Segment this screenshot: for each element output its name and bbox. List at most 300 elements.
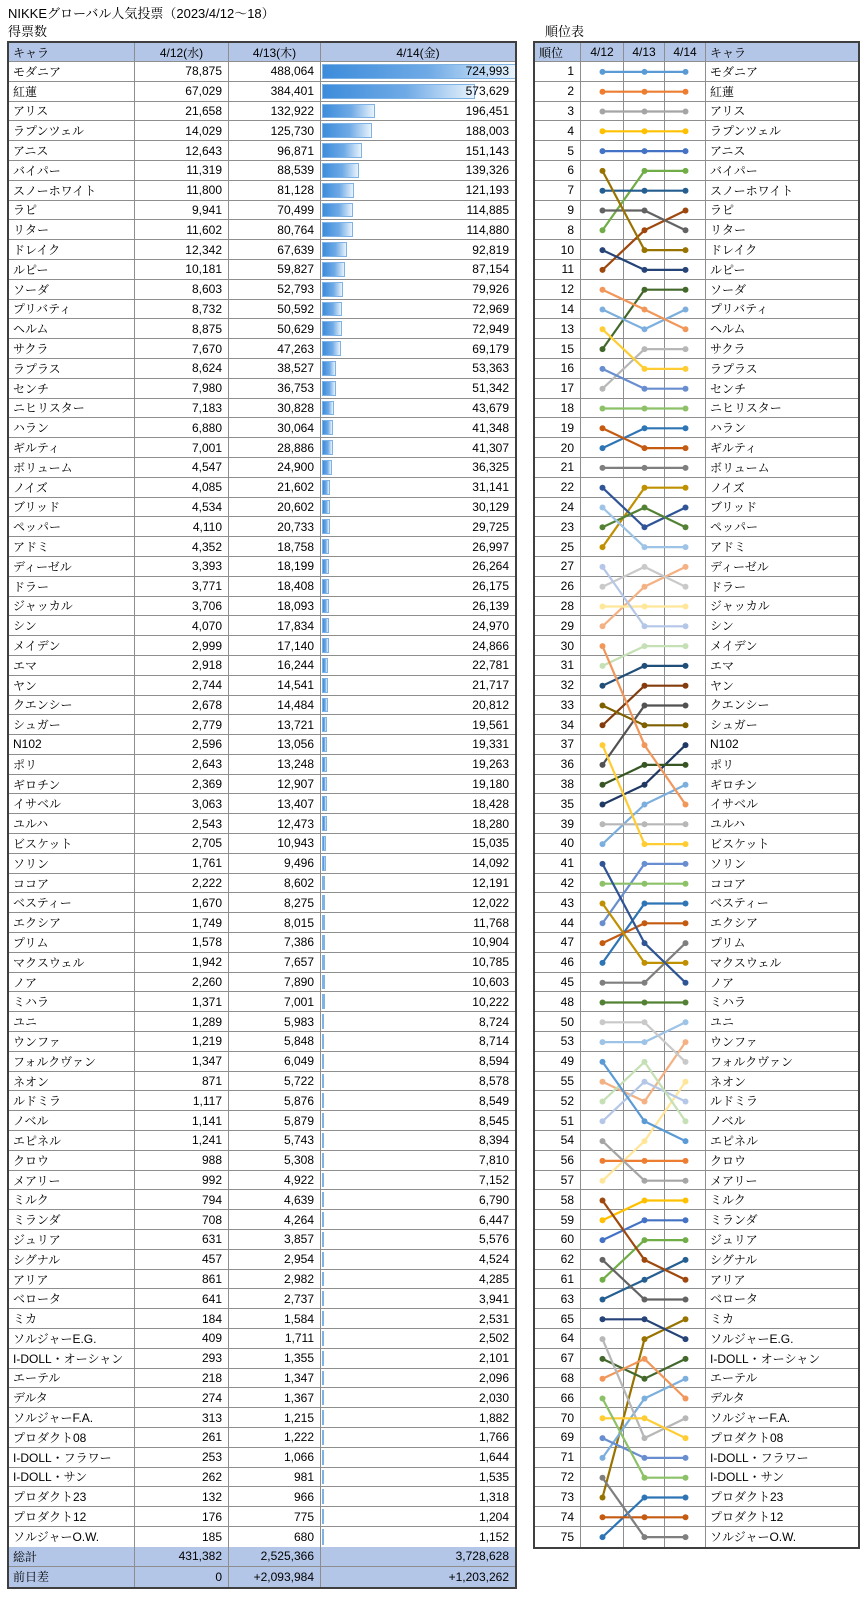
- votes-4-13-cell[interactable]: 10,943: [229, 834, 321, 853]
- rank-cell[interactable]: 31: [535, 656, 581, 675]
- character-name-cell[interactable]: クロウ: [9, 1151, 135, 1170]
- votes-4-14-cell[interactable]: [321, 181, 515, 200]
- votes-4-14-cell[interactable]: [321, 557, 515, 576]
- rank-cell[interactable]: 50: [535, 1012, 581, 1031]
- votes-4-14-cell[interactable]: [321, 339, 515, 358]
- votes-4-14-cell[interactable]: [321, 1448, 515, 1467]
- rank-character-cell[interactable]: ノベル: [710, 1114, 746, 1129]
- votes-4-13-cell[interactable]: 7,386: [229, 933, 321, 952]
- spark-cell-4-12[interactable]: [581, 973, 624, 992]
- votes-4-12-cell[interactable]: 7,183: [135, 399, 229, 418]
- spark-cell-4-13[interactable]: [624, 1448, 665, 1467]
- votes-4-13-cell[interactable]: 4,922: [229, 1171, 321, 1190]
- rank-character-cell[interactable]: ハラン: [710, 421, 747, 436]
- rank-cell[interactable]: 4: [535, 121, 581, 140]
- votes-4-13-cell[interactable]: 5,876: [229, 1091, 321, 1110]
- votes-4-14-cell[interactable]: [321, 1052, 515, 1071]
- spark-cell-4-13[interactable]: [624, 1032, 665, 1051]
- spark-cell-4-13[interactable]: [624, 1270, 665, 1289]
- votes-4-14-cell[interactable]: [321, 201, 515, 220]
- rank-cell[interactable]: 32: [535, 676, 581, 695]
- spark-cell-4-14[interactable]: [665, 874, 706, 893]
- rank-character-cell[interactable]: ボリューム: [710, 460, 770, 475]
- spark-cell-4-14[interactable]: [665, 319, 706, 338]
- votes-4-14-cell[interactable]: [321, 597, 515, 616]
- rank-character-cell[interactable]: ニヒリスター: [710, 401, 782, 416]
- votes-4-14-cell[interactable]: [321, 893, 515, 912]
- spark-cell-4-12[interactable]: [581, 1329, 624, 1348]
- rank-character-cell[interactable]: ルドミラ: [710, 1094, 759, 1109]
- totals-4-13-cell[interactable]: 2,525,366: [229, 1547, 321, 1566]
- votes-4-14-cell[interactable]: [321, 300, 515, 319]
- spark-cell-4-12[interactable]: [581, 379, 624, 398]
- spark-cell-4-13[interactable]: [624, 814, 665, 833]
- rank-character-cell[interactable]: ネオン: [710, 1074, 747, 1089]
- votes-4-13-cell[interactable]: 5,983: [229, 1012, 321, 1031]
- rank-character-cell[interactable]: ラピ: [710, 203, 735, 218]
- rank-character-cell[interactable]: I-DOLL・オーシャン: [710, 1351, 821, 1366]
- rank-cell[interactable]: 44: [535, 913, 581, 932]
- rank-character-cell[interactable]: エマ: [710, 658, 735, 673]
- votes-4-13-cell[interactable]: 1,222: [229, 1428, 321, 1447]
- spark-cell-4-14[interactable]: [665, 834, 706, 853]
- votes-4-12-cell[interactable]: 8,732: [135, 300, 229, 319]
- rank-cell[interactable]: 52: [535, 1091, 581, 1110]
- spark-cell-4-14[interactable]: [665, 1210, 706, 1229]
- spark-cell-4-14[interactable]: [665, 696, 706, 715]
- character-name-cell[interactable]: ビスケット: [9, 834, 135, 853]
- rank-character-cell[interactable]: ドラー: [710, 579, 747, 594]
- votes-4-13-cell[interactable]: 4,264: [229, 1210, 321, 1229]
- spark-cell-4-14[interactable]: [665, 1369, 706, 1388]
- votes-4-12-cell[interactable]: 12,342: [135, 240, 229, 259]
- character-name-cell[interactable]: ノベル: [9, 1111, 135, 1130]
- spark-cell-4-12[interactable]: [581, 597, 624, 616]
- spark-cell-4-12[interactable]: [581, 557, 624, 576]
- spark-cell-4-13[interactable]: [624, 755, 665, 774]
- votes-4-13-cell[interactable]: 18,199: [229, 557, 321, 576]
- rank-character-cell[interactable]: クロウ: [710, 1153, 747, 1168]
- votes-4-14-cell[interactable]: [321, 359, 515, 378]
- spark-cell-4-12[interactable]: [581, 1487, 624, 1506]
- spark-cell-4-13[interactable]: [624, 557, 665, 576]
- rank-cell[interactable]: 58: [535, 1190, 581, 1209]
- votes-4-13-cell[interactable]: 24,900: [229, 458, 321, 477]
- spark-cell-4-12[interactable]: [581, 121, 624, 140]
- spark-cell-4-12[interactable]: [581, 517, 624, 536]
- rank-character-cell[interactable]: イサベル: [710, 797, 759, 812]
- votes-4-12-cell[interactable]: 2,779: [135, 715, 229, 734]
- rank-character-cell[interactable]: ソーダ: [710, 282, 747, 297]
- spark-cell-4-14[interactable]: [665, 1091, 706, 1110]
- votes-4-14-cell[interactable]: [321, 418, 515, 437]
- spark-cell-4-14[interactable]: [665, 359, 706, 378]
- character-name-cell[interactable]: ミランダ: [9, 1210, 135, 1229]
- votes-4-13-cell[interactable]: 20,602: [229, 498, 321, 517]
- spark-cell-4-12[interactable]: [581, 478, 624, 497]
- rank-character-cell[interactable]: ベスティー: [710, 896, 769, 911]
- character-name-cell[interactable]: ラプンツェル: [9, 121, 135, 140]
- spark-cell-4-14[interactable]: [665, 854, 706, 873]
- votes-4-13-cell[interactable]: 7,657: [229, 953, 321, 972]
- rank-cell[interactable]: 47: [535, 933, 581, 952]
- votes-4-14-cell[interactable]: [321, 1190, 515, 1209]
- spark-cell-4-13[interactable]: [624, 359, 665, 378]
- spark-cell-4-14[interactable]: [665, 102, 706, 121]
- votes-4-13-cell[interactable]: 30,828: [229, 399, 321, 418]
- votes-4-13-cell[interactable]: 384,401: [229, 82, 321, 101]
- spark-cell-4-12[interactable]: [581, 1309, 624, 1328]
- rank-character-cell[interactable]: シグナル: [710, 1252, 758, 1267]
- votes-4-13-cell[interactable]: 80,764: [229, 220, 321, 239]
- spark-cell-4-12[interactable]: [581, 814, 624, 833]
- rank-cell[interactable]: 43: [535, 893, 581, 912]
- votes-4-13-cell[interactable]: 1,347: [229, 1369, 321, 1388]
- votes-4-14-cell[interactable]: [321, 1369, 515, 1388]
- rank-character-cell[interactable]: ペッパー: [710, 520, 759, 535]
- character-name-cell[interactable]: ソーダ: [9, 280, 135, 299]
- spark-cell-4-12[interactable]: [581, 102, 624, 121]
- votes-4-12-cell[interactable]: 1,289: [135, 1012, 229, 1031]
- rank-cell[interactable]: 6: [535, 161, 581, 180]
- spark-cell-4-13[interactable]: [624, 597, 665, 616]
- votes-4-12-cell[interactable]: 253: [135, 1448, 229, 1467]
- rank-character-cell[interactable]: アリア: [710, 1272, 746, 1287]
- rank-character-cell[interactable]: クエンシー: [710, 698, 770, 713]
- votes-4-12-cell[interactable]: 1,141: [135, 1111, 229, 1130]
- votes-4-12-cell[interactable]: 2,260: [135, 973, 229, 992]
- rank-character-cell[interactable]: ミカ: [710, 1312, 735, 1327]
- spark-cell-4-13[interactable]: [624, 1329, 665, 1348]
- character-name-cell[interactable]: エマ: [9, 656, 135, 675]
- votes-4-13-cell[interactable]: 680: [229, 1527, 321, 1547]
- votes-4-13-cell[interactable]: 36,753: [229, 379, 321, 398]
- character-name-cell[interactable]: ディーゼル: [9, 557, 135, 576]
- votes-4-13-cell[interactable]: 1,367: [229, 1388, 321, 1407]
- votes-4-14-cell[interactable]: [321, 82, 515, 101]
- votes-4-13-cell[interactable]: 88,539: [229, 161, 321, 180]
- votes-4-14-cell[interactable]: [321, 616, 515, 635]
- votes-4-12-cell[interactable]: 409: [135, 1329, 229, 1348]
- spark-cell-4-12[interactable]: [581, 1289, 624, 1308]
- spark-cell-4-12[interactable]: [581, 755, 624, 774]
- spark-cell-4-12[interactable]: [581, 458, 624, 477]
- spark-cell-4-12[interactable]: [581, 1468, 624, 1487]
- rank-cell[interactable]: 35: [535, 794, 581, 813]
- spark-cell-4-13[interactable]: [624, 735, 665, 754]
- column-header-rank[interactable]: 順位: [535, 43, 581, 61]
- spark-cell-4-12[interactable]: [581, 260, 624, 279]
- votes-4-12-cell[interactable]: 293: [135, 1349, 229, 1368]
- rank-character-cell[interactable]: デルタ: [710, 1391, 745, 1406]
- votes-4-14-cell[interactable]: [321, 1309, 515, 1328]
- spark-cell-4-12[interactable]: [581, 1428, 624, 1447]
- rank-character-cell[interactable]: ルピー: [710, 262, 746, 277]
- rank-cell[interactable]: 11: [535, 260, 581, 279]
- votes-4-12-cell[interactable]: 1,578: [135, 933, 229, 952]
- spark-cell-4-14[interactable]: [665, 1032, 706, 1051]
- votes-4-12-cell[interactable]: 3,771: [135, 577, 229, 596]
- rank-cell[interactable]: 51: [535, 1111, 581, 1130]
- rank-cell[interactable]: 45: [535, 973, 581, 992]
- character-name-cell[interactable]: ミルク: [9, 1190, 135, 1209]
- spark-cell-4-14[interactable]: [665, 181, 706, 200]
- character-name-cell[interactable]: イサベル: [9, 794, 135, 813]
- rank-character-cell[interactable]: ミランダ: [710, 1213, 758, 1228]
- votes-4-14-cell[interactable]: [321, 1270, 515, 1289]
- votes-4-12-cell[interactable]: 1,347: [135, 1052, 229, 1071]
- character-name-cell[interactable]: ココア: [9, 874, 135, 893]
- spark-cell-4-12[interactable]: [581, 1250, 624, 1269]
- spark-cell-4-12[interactable]: [581, 1190, 624, 1209]
- votes-4-13-cell[interactable]: 47,263: [229, 339, 321, 358]
- spark-cell-4-14[interactable]: [665, 418, 706, 437]
- character-name-cell[interactable]: ペッパー: [9, 517, 135, 536]
- votes-4-12-cell[interactable]: 1,371: [135, 992, 229, 1011]
- votes-4-14-cell[interactable]: [321, 1032, 515, 1051]
- votes-4-13-cell[interactable]: 14,484: [229, 696, 321, 715]
- votes-4-13-cell[interactable]: 28,886: [229, 438, 321, 457]
- spark-cell-4-14[interactable]: [665, 517, 706, 536]
- spark-cell-4-13[interactable]: [624, 438, 665, 457]
- character-name-cell[interactable]: サクラ: [9, 339, 135, 358]
- votes-4-14-cell[interactable]: [321, 517, 515, 536]
- votes-4-12-cell[interactable]: 8,875: [135, 319, 229, 338]
- rank-cell[interactable]: 9: [535, 201, 581, 220]
- spark-cell-4-14[interactable]: [665, 1507, 706, 1526]
- rank-cell[interactable]: 61: [535, 1270, 581, 1289]
- spark-cell-4-12[interactable]: [581, 854, 624, 873]
- rank-cell[interactable]: 22: [535, 478, 581, 497]
- votes-4-12-cell[interactable]: 457: [135, 1250, 229, 1269]
- rank-character-cell[interactable]: ソリン: [710, 856, 747, 871]
- spark-cell-4-14[interactable]: [665, 992, 706, 1011]
- votes-4-13-cell[interactable]: 8,015: [229, 913, 321, 932]
- spark-cell-4-13[interactable]: [624, 280, 665, 299]
- rank-character-cell[interactable]: ソルジャーF.A.: [710, 1411, 791, 1426]
- votes-4-12-cell[interactable]: 4,110: [135, 517, 229, 536]
- votes-4-12-cell[interactable]: 67,029: [135, 82, 229, 101]
- votes-4-12-cell[interactable]: 2,999: [135, 636, 229, 655]
- spark-cell-4-14[interactable]: [665, 656, 706, 675]
- votes-4-13-cell[interactable]: 4,639: [229, 1190, 321, 1209]
- votes-4-14-cell[interactable]: [321, 1250, 515, 1269]
- spark-cell-4-14[interactable]: [665, 537, 706, 556]
- votes-4-14-cell[interactable]: [321, 438, 515, 457]
- spark-cell-4-14[interactable]: [665, 438, 706, 457]
- rank-character-cell[interactable]: ジャッカル: [710, 599, 770, 614]
- rank-cell[interactable]: 68: [535, 1369, 581, 1388]
- totals-4-14-cell[interactable]: 3,728,628: [455, 1549, 509, 1564]
- rank-cell[interactable]: 38: [535, 775, 581, 794]
- votes-4-12-cell[interactable]: 3,063: [135, 794, 229, 813]
- character-name-cell[interactable]: 紅蓮: [9, 82, 135, 101]
- votes-4-12-cell[interactable]: 12,643: [135, 141, 229, 160]
- votes-4-13-cell[interactable]: 18,758: [229, 537, 321, 556]
- spark-cell-4-14[interactable]: [665, 1171, 706, 1190]
- votes-4-12-cell[interactable]: 6,880: [135, 418, 229, 437]
- spark-cell-4-12[interactable]: [581, 1408, 624, 1427]
- rank-character-cell[interactable]: センチ: [710, 381, 747, 396]
- character-name-cell[interactable]: ヘルム: [9, 319, 135, 338]
- character-name-cell[interactable]: ルドミラ: [9, 1091, 135, 1110]
- rank-cell[interactable]: 74: [535, 1507, 581, 1526]
- spark-cell-4-13[interactable]: [624, 240, 665, 259]
- votes-4-12-cell[interactable]: 1,761: [135, 854, 229, 873]
- spark-cell-4-13[interactable]: [624, 1369, 665, 1388]
- spark-cell-4-14[interactable]: [665, 814, 706, 833]
- votes-4-13-cell[interactable]: 13,407: [229, 794, 321, 813]
- spark-cell-4-12[interactable]: [581, 1270, 624, 1289]
- votes-4-14-cell[interactable]: [321, 240, 515, 259]
- character-name-cell[interactable]: エピネル: [9, 1131, 135, 1150]
- votes-4-12-cell[interactable]: 7,670: [135, 339, 229, 358]
- votes-4-13-cell[interactable]: 16,244: [229, 656, 321, 675]
- rank-character-cell[interactable]: シン: [710, 619, 734, 634]
- votes-4-12-cell[interactable]: 631: [135, 1230, 229, 1249]
- votes-4-12-cell[interactable]: 2,222: [135, 874, 229, 893]
- spark-cell-4-14[interactable]: [665, 1052, 706, 1071]
- votes-4-13-cell[interactable]: 5,879: [229, 1111, 321, 1130]
- spark-cell-4-14[interactable]: [665, 636, 706, 655]
- character-name-cell[interactable]: ユニ: [9, 1012, 135, 1031]
- votes-4-12-cell[interactable]: 861: [135, 1270, 229, 1289]
- votes-4-12-cell[interactable]: 4,070: [135, 616, 229, 635]
- votes-4-12-cell[interactable]: 9,941: [135, 201, 229, 220]
- spark-cell-4-13[interactable]: [624, 913, 665, 932]
- day-diff-4-14-cell[interactable]: +1,203,262: [448, 1569, 509, 1584]
- votes-4-13-cell[interactable]: 38,527: [229, 359, 321, 378]
- votes-4-13-cell[interactable]: 96,871: [229, 141, 321, 160]
- spark-cell-4-13[interactable]: [624, 1052, 665, 1071]
- votes-4-14-cell[interactable]: [321, 953, 515, 972]
- votes-4-14-cell[interactable]: [321, 775, 515, 794]
- character-name-cell[interactable]: ヤン: [9, 676, 135, 695]
- spark-cell-4-13[interactable]: [624, 319, 665, 338]
- spark-cell-4-14[interactable]: [665, 1527, 706, 1547]
- spark-cell-4-12[interactable]: [581, 161, 624, 180]
- rank-character-cell[interactable]: アドミ: [710, 540, 747, 555]
- character-name-cell[interactable]: プリム: [9, 933, 135, 952]
- spark-cell-4-12[interactable]: [581, 636, 624, 655]
- character-name-cell[interactable]: マクスウェル: [9, 953, 135, 972]
- spark-cell-4-12[interactable]: [581, 715, 624, 734]
- spark-cell-4-13[interactable]: [624, 1527, 665, 1547]
- column-header-votes-4-13[interactable]: 4/13(木): [229, 43, 321, 61]
- totals-4-12-cell[interactable]: 431,382: [135, 1547, 229, 1566]
- spark-cell-4-12[interactable]: [581, 201, 624, 220]
- spark-cell-4-13[interactable]: [624, 102, 665, 121]
- spark-cell-4-13[interactable]: [624, 616, 665, 635]
- character-name-cell[interactable]: ソルジャーF.A.: [9, 1408, 135, 1427]
- votes-4-13-cell[interactable]: 81,128: [229, 181, 321, 200]
- character-name-cell[interactable]: バイパー: [9, 161, 135, 180]
- spark-cell-4-14[interactable]: [665, 62, 706, 81]
- votes-4-13-cell[interactable]: 9,496: [229, 854, 321, 873]
- spark-cell-4-13[interactable]: [624, 953, 665, 972]
- spark-cell-4-13[interactable]: [624, 992, 665, 1011]
- votes-4-12-cell[interactable]: 7,001: [135, 438, 229, 457]
- spark-cell-4-13[interactable]: [624, 1309, 665, 1328]
- votes-4-13-cell[interactable]: 5,722: [229, 1072, 321, 1091]
- rank-cell[interactable]: 46: [535, 953, 581, 972]
- votes-4-14-cell[interactable]: [321, 1091, 515, 1110]
- spark-cell-4-14[interactable]: [665, 893, 706, 912]
- spark-cell-4-12[interactable]: [581, 1111, 624, 1130]
- spark-cell-4-12[interactable]: [581, 1507, 624, 1526]
- spark-cell-4-14[interactable]: [665, 280, 706, 299]
- rank-character-cell[interactable]: リター: [710, 223, 747, 238]
- spark-cell-4-13[interactable]: [624, 676, 665, 695]
- totals-label-cell[interactable]: 総計: [9, 1547, 135, 1566]
- rank-cell[interactable]: 67: [535, 1349, 581, 1368]
- votes-4-13-cell[interactable]: 12,473: [229, 814, 321, 833]
- spark-cell-4-12[interactable]: [581, 359, 624, 378]
- rank-cell[interactable]: 40: [535, 834, 581, 853]
- rank-character-cell[interactable]: バイパー: [710, 163, 758, 178]
- votes-4-12-cell[interactable]: 3,393: [135, 557, 229, 576]
- spark-cell-4-13[interactable]: [624, 1151, 665, 1170]
- character-name-cell[interactable]: ハラン: [9, 418, 135, 437]
- spark-cell-4-13[interactable]: [624, 1428, 665, 1447]
- rank-cell[interactable]: 21: [535, 458, 581, 477]
- spark-cell-4-12[interactable]: [581, 181, 624, 200]
- character-name-cell[interactable]: ウンファ: [9, 1032, 135, 1051]
- votes-4-14-cell[interactable]: [321, 1388, 515, 1407]
- rank-character-cell[interactable]: ジュリア: [710, 1232, 758, 1247]
- votes-4-14-cell[interactable]: [321, 260, 515, 279]
- votes-4-14-cell[interactable]: [321, 794, 515, 813]
- votes-4-12-cell[interactable]: 2,643: [135, 755, 229, 774]
- spark-cell-4-12[interactable]: [581, 1032, 624, 1051]
- rank-character-cell[interactable]: ウンファ: [710, 1034, 758, 1049]
- rank-cell[interactable]: 17: [535, 379, 581, 398]
- spark-cell-4-14[interactable]: [665, 1111, 706, 1130]
- spark-cell-4-14[interactable]: [665, 379, 706, 398]
- spark-cell-4-13[interactable]: [624, 537, 665, 556]
- spark-cell-4-14[interactable]: [665, 933, 706, 952]
- spark-cell-4-12[interactable]: [581, 1131, 624, 1150]
- spark-cell-4-14[interactable]: [665, 715, 706, 734]
- rank-character-cell[interactable]: ラプンツェル: [710, 124, 782, 139]
- character-name-cell[interactable]: モダニア: [9, 62, 135, 81]
- rank-character-cell[interactable]: ドレイク: [710, 243, 758, 258]
- spark-cell-4-14[interactable]: [665, 1250, 706, 1269]
- votes-4-14-cell[interactable]: [321, 1151, 515, 1170]
- spark-cell-4-13[interactable]: [624, 399, 665, 418]
- rank-character-cell[interactable]: エクシア: [710, 916, 759, 931]
- rank-cell[interactable]: 30: [535, 636, 581, 655]
- votes-4-14-cell[interactable]: [321, 498, 515, 517]
- spark-cell-4-13[interactable]: [624, 874, 665, 893]
- votes-4-12-cell[interactable]: 708: [135, 1210, 229, 1229]
- spark-cell-4-13[interactable]: [624, 715, 665, 734]
- spark-cell-4-12[interactable]: [581, 418, 624, 437]
- rank-character-cell[interactable]: I-DOLL・サン: [710, 1470, 785, 1485]
- votes-4-14-cell[interactable]: [321, 280, 515, 299]
- spark-cell-4-12[interactable]: [581, 1369, 624, 1388]
- votes-4-13-cell[interactable]: 981: [229, 1468, 321, 1487]
- spark-cell-4-13[interactable]: [624, 379, 665, 398]
- votes-4-12-cell[interactable]: 261: [135, 1428, 229, 1447]
- votes-4-13-cell[interactable]: 2,982: [229, 1270, 321, 1289]
- votes-4-12-cell[interactable]: 10,181: [135, 260, 229, 279]
- spark-cell-4-14[interactable]: [665, 240, 706, 259]
- character-name-cell[interactable]: ユルハ: [9, 814, 135, 833]
- rank-cell[interactable]: 28: [535, 597, 581, 616]
- votes-4-12-cell[interactable]: 4,547: [135, 458, 229, 477]
- votes-4-14-cell[interactable]: [321, 1072, 515, 1091]
